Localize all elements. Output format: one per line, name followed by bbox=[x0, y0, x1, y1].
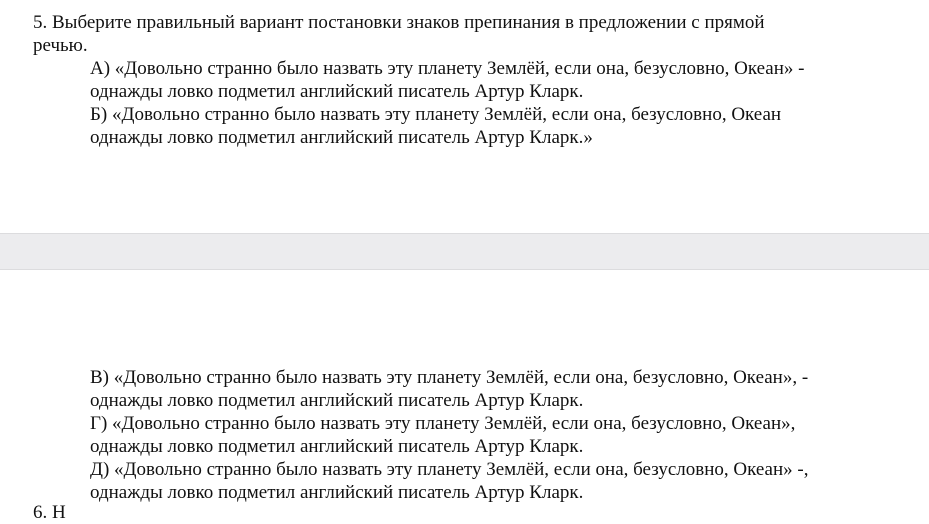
page-separator bbox=[0, 233, 929, 270]
document-page-bottom bbox=[0, 270, 929, 523]
options-continued bbox=[90, 366, 890, 504]
question-line-1: 5. Выберите правильный вариант постановки знаков препинания в предложении с прямой bbox=[33, 12, 765, 33]
option-b bbox=[90, 95, 890, 149]
option-a-line-1: А) «Довольно странно было назвать эту планету Землёй, если она, безусловно, Океан» - bbox=[90, 58, 805, 79]
option-v-line-1: В) «Довольно странно было назвать эту планету Землёй, если она, безусловно, Океан», - bbox=[90, 367, 809, 388]
question-text bbox=[33, 11, 813, 57]
option-d-line-1: Д) «Довольно странно было назвать эту планету Землёй, если она, безусловно, Океан» -, bbox=[90, 459, 809, 480]
next-question-partial-text: 6. Н bbox=[33, 502, 66, 523]
option-v-line-2: однажды ловко подметил английский писатель Артур Кларк. bbox=[90, 390, 584, 411]
option-d-line-2: однажды ловко подметил английский писатель Артур Кларк. bbox=[90, 482, 584, 503]
option-b-line-2: однажды ловко подметил английский писатель Артур Кларк.» bbox=[90, 127, 593, 148]
next-question-cut-off bbox=[33, 501, 733, 523]
option-g-line-1: Г) «Довольно странно было назвать эту планету Землёй, если она, безусловно, Океан», bbox=[90, 413, 796, 434]
document-page-top bbox=[0, 0, 929, 233]
question-line-2: речью. bbox=[33, 35, 88, 56]
option-d bbox=[90, 458, 890, 504]
option-a-line-2: однажды ловко подметил английский писатель Артур Кларк. bbox=[90, 81, 584, 102]
option-g bbox=[90, 412, 890, 458]
option-g-line-2: однажды ловко подметил английский писатель Артур Кларк. bbox=[90, 436, 584, 457]
option-v bbox=[90, 366, 890, 412]
option-b-line-1: Б) «Довольно странно было назвать эту планету Землёй, если она, безусловно, Океан bbox=[90, 104, 782, 125]
